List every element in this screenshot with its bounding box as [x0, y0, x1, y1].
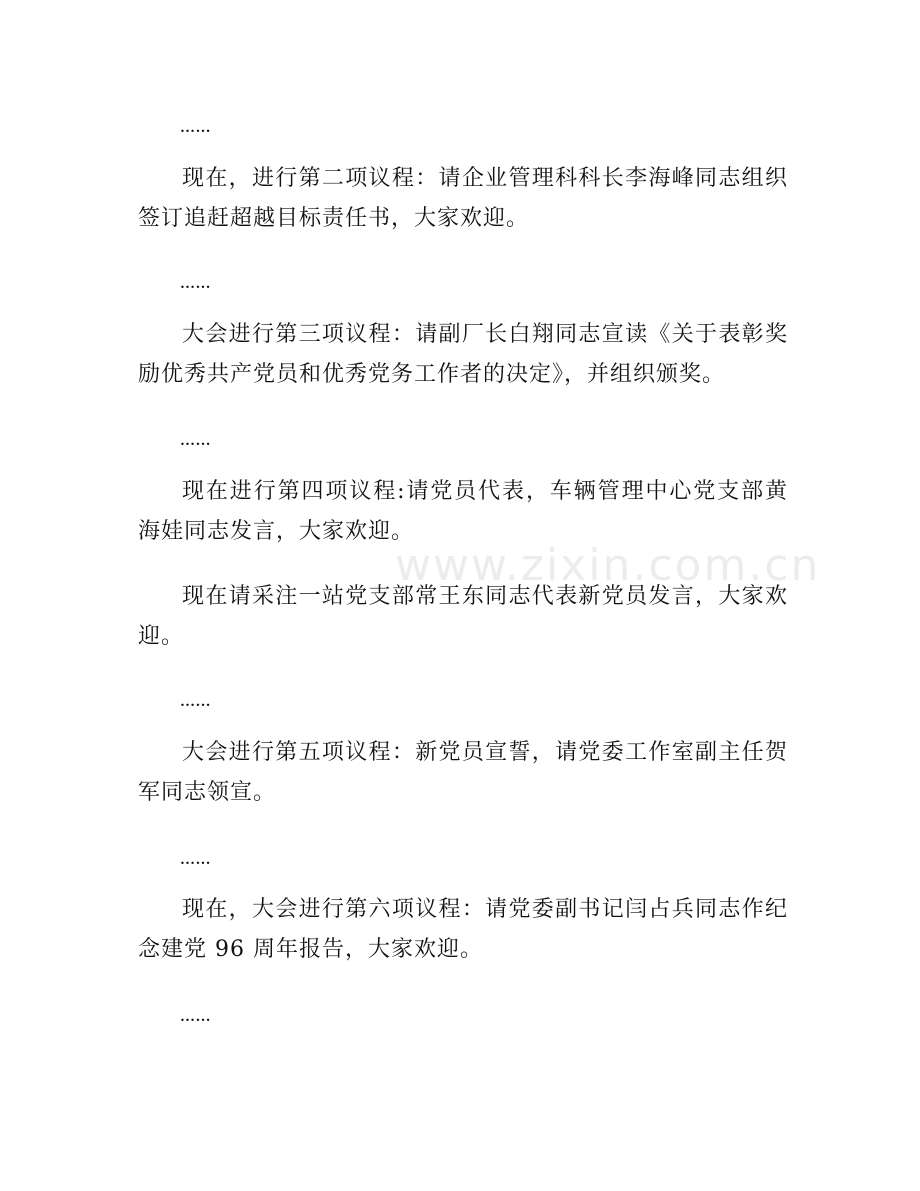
ellipsis-5: ……	[180, 852, 211, 868]
ellipsis-4: ……	[180, 694, 211, 710]
paragraph-agenda-2: 现在，进行第二项议程：请企业管理科科长李海峰同志组织签订追赶超越目标责任书，大家欢迎。	[138, 166, 788, 231]
paragraph-agenda-5: 大会进行第五项议程：新党员宣誓，请党委工作室副主任贺军同志领宣。	[138, 740, 788, 805]
paragraph-agenda-4: 现在进行第四项议程:请党员代表，车辆管理中心党支部黄海娃同志发言，大家欢迎。	[138, 479, 788, 544]
ellipsis-6: ……	[180, 1009, 211, 1025]
paragraph-agenda-6: 现在，大会进行第六项议程：请党委副书记闫占兵同志作纪念建党 96 周年报告，大家欢迎。	[138, 897, 788, 962]
paragraph-agenda-3: 大会进行第三项议程：请副厂长白翔同志宣读《关于表彰奖励优秀共产党员和优秀党务工作者的决定》，并组织颁奖。	[138, 322, 788, 387]
paragraph-new-member-speech: 现在请采注一站党支部常王东同志代表新党员发言，大家欢迎。	[138, 584, 788, 649]
ellipsis-3: ……	[180, 433, 211, 449]
ellipsis-1: ……	[180, 120, 211, 136]
watermark: www.zixin.com.cn	[395, 540, 821, 591]
ellipsis-2: ……	[180, 276, 211, 292]
